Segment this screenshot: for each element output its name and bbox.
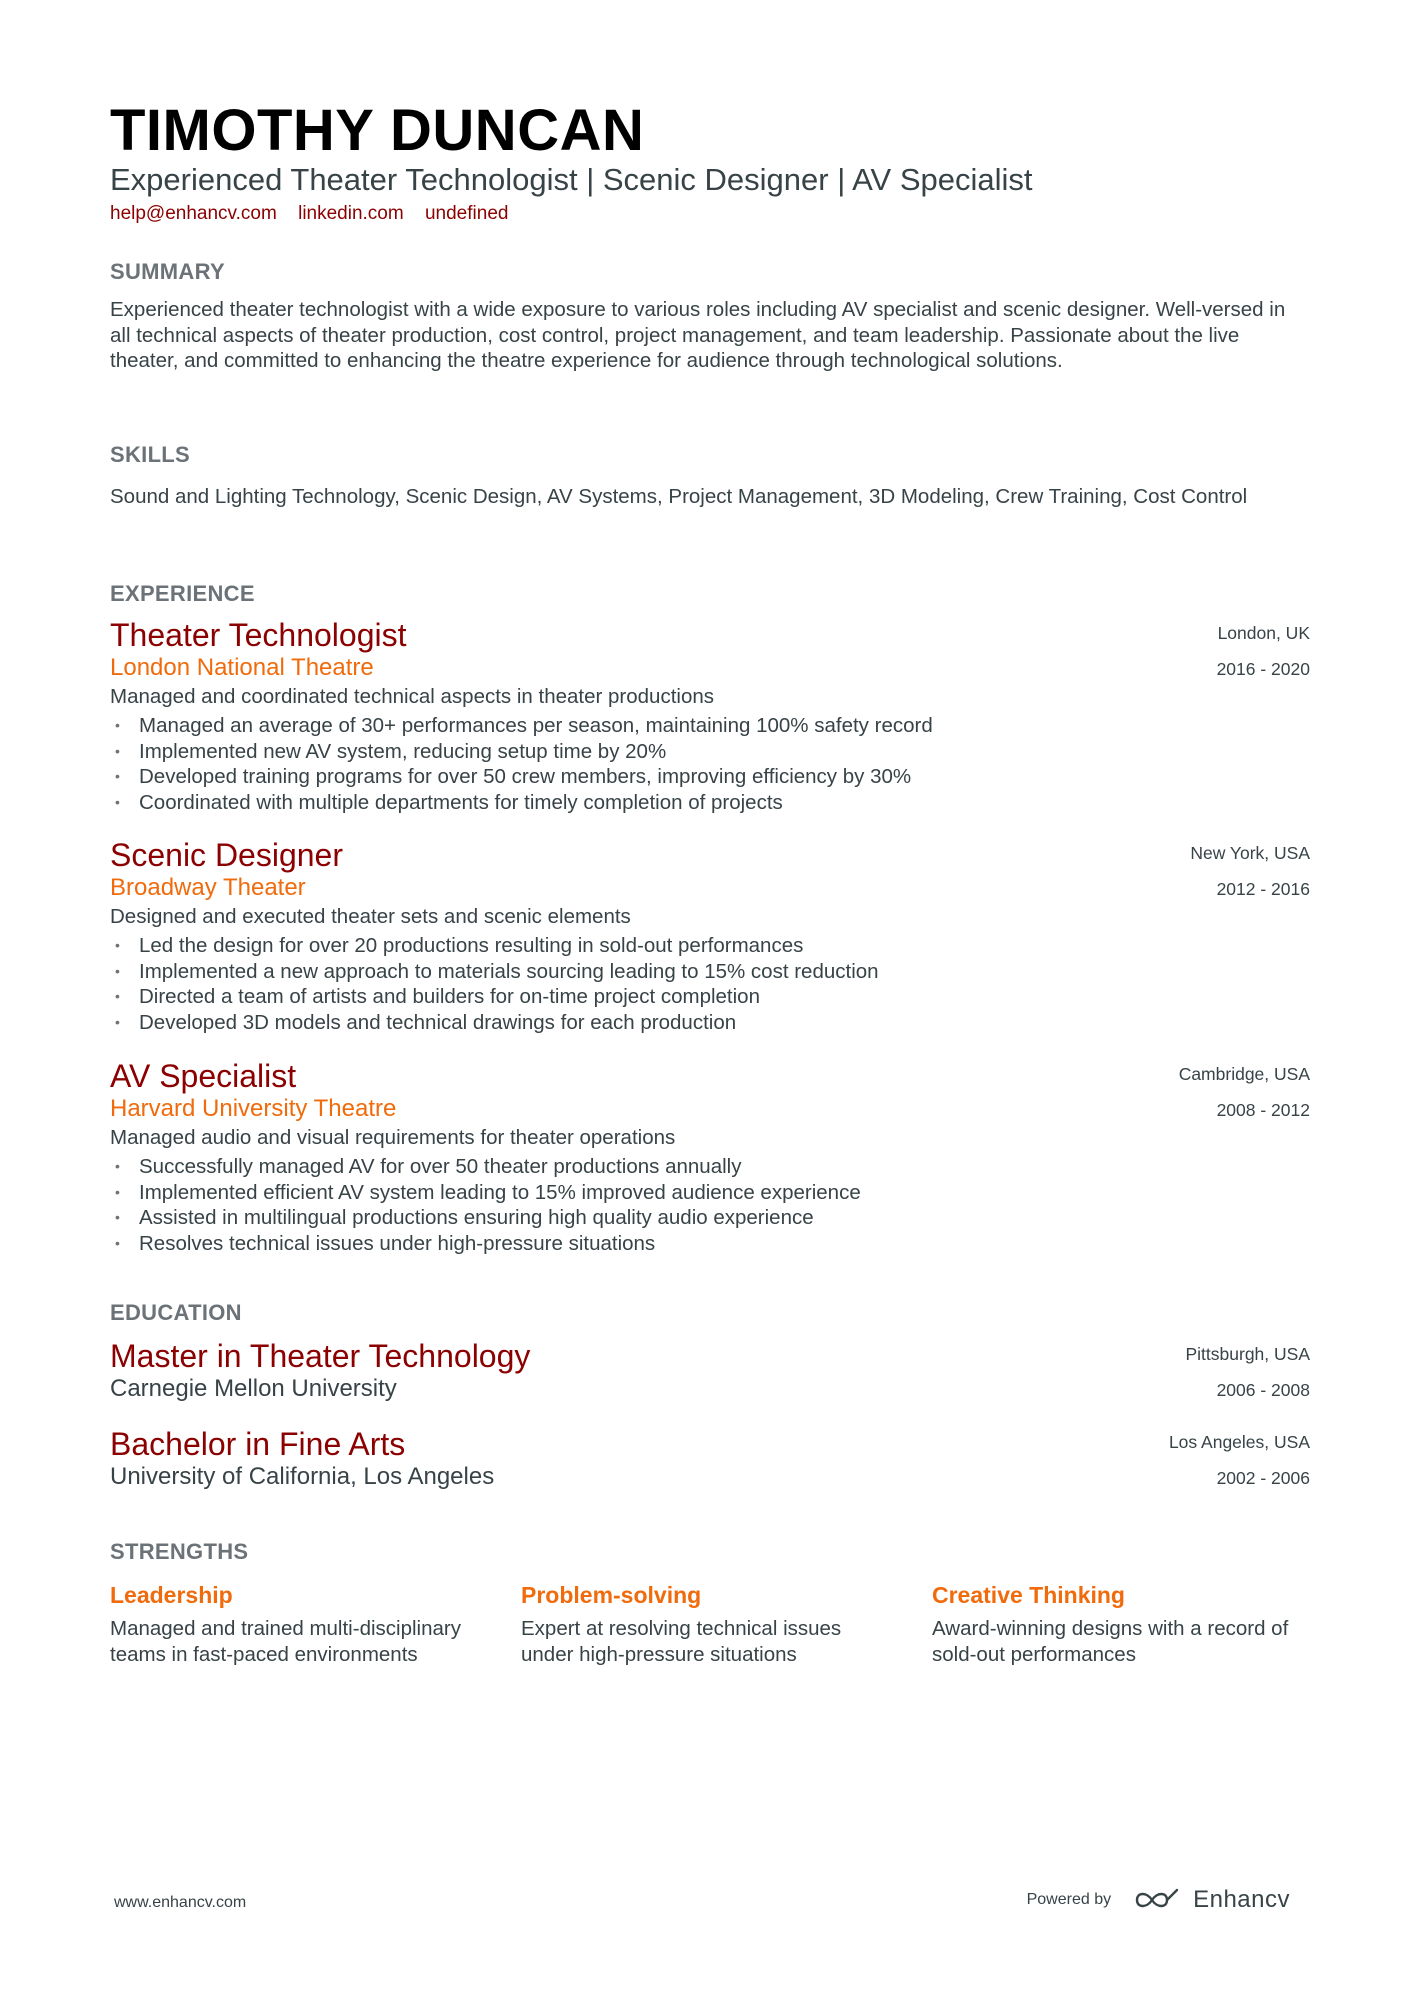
brand-name[interactable]: Enhancv: [1193, 1886, 1290, 1913]
edu-school: University of California, Los Angeles: [110, 1463, 495, 1490]
bullet-icon: •: [115, 793, 120, 810]
headline: Experienced Theater Technologist | Scenic Designer | AV Specialist: [110, 162, 1033, 197]
strength-description: Managed and trained multi-disciplinary teams in fast-paced environments: [110, 1617, 461, 1666]
email-link[interactable]: help@enhancv.com: [110, 203, 277, 224]
role-company: London National Theatre: [110, 654, 374, 681]
bullet-text: Implemented a new approach to materials sourcing leading to 15% cost reduction: [139, 959, 879, 983]
role-bullets: [110, 713, 933, 815]
edu-dates: 2002 - 2006: [1216, 1468, 1310, 1488]
bullet-icon: •: [115, 717, 120, 733]
role-title: AV Specialist: [110, 1058, 297, 1094]
bullet-text: Coordinated with multiple departments for timely completion of projects: [139, 790, 783, 814]
bullet-text: Implemented efficient AV system leading to 15% improved audience experience: [139, 1180, 861, 1204]
role-description: Designed and executed theater sets and scenic elements: [110, 905, 631, 928]
footer-brand: [1027, 1880, 1290, 1920]
strength-item: [932, 1580, 1302, 1667]
role-company: Harvard University Theatre: [110, 1095, 397, 1122]
strength-item: [521, 1580, 891, 1667]
bullet-icon: •: [115, 1013, 120, 1030]
enhancv-logo-icon: [1133, 1886, 1181, 1914]
bullet-icon: •: [115, 1183, 120, 1200]
role-title: Scenic Designer: [110, 837, 343, 873]
bullet-text: Successfully managed AV for over 50 theater productions annually: [139, 1155, 742, 1178]
bullet-item: [110, 764, 933, 790]
bullet-icon: •: [115, 1234, 120, 1251]
strength-description: Expert at resolving technical issues under high-pressure situations: [521, 1617, 842, 1666]
strengths-title: STRENGTHS: [110, 1539, 249, 1564]
powered-by-label: Powered by: [1026, 1891, 1112, 1908]
bullet-icon: •: [115, 768, 120, 784]
edu-dates: 2006 - 2008: [1216, 1380, 1310, 1400]
bullet-item: [110, 713, 933, 739]
bullet-text: Resolves technical issues under high-pressure situations: [139, 1231, 656, 1255]
strength-title: Problem-solving: [521, 1582, 702, 1608]
strength-item: [110, 1580, 480, 1667]
strength-title: Creative Thinking: [932, 1582, 1125, 1608]
bullet-item: [110, 933, 879, 959]
bullet-text: Assisted in multilingual productions ensuring high quality audio experience: [139, 1206, 814, 1229]
education-title: EDUCATION: [110, 1300, 242, 1325]
linkedin-link[interactable]: linkedin.com: [298, 203, 404, 224]
bullet-text: Led the design for over 20 productions resulting in sold-out performances: [139, 934, 804, 957]
skills-title: SKILLS: [110, 442, 191, 467]
bullet-icon: •: [115, 742, 120, 759]
edu-degree: Master in Theater Technology: [110, 1338, 531, 1374]
summary-title: SUMMARY: [110, 259, 225, 284]
role-title: Theater Technologist: [110, 617, 407, 653]
bullet-text: Managed an average of 30+ performances per season, maintaining 100% safety record: [139, 714, 933, 737]
edu-location: Los Angeles, USA: [1168, 1432, 1310, 1452]
bullet-icon: •: [115, 962, 120, 979]
bullet-item: [110, 790, 933, 816]
role-location: London, UK: [1217, 623, 1310, 643]
bullet-icon: •: [115, 937, 120, 953]
bullet-item: [110, 1231, 861, 1257]
edu-school: Carnegie Mellon University: [110, 1375, 397, 1402]
bullet-text: Implemented new AV system, reducing setup time by 20%: [139, 739, 667, 763]
role-description: Managed and coordinated technical aspects in theater productions: [110, 685, 715, 708]
role-dates: 2016 - 2020: [1216, 659, 1310, 679]
edu-location: Pittsburgh, USA: [1185, 1344, 1310, 1364]
extra-contact-link[interactable]: undefined: [424, 203, 509, 224]
bullet-text: Directed a team of artists and builders for on-time project completion: [139, 985, 760, 1008]
edu-degree: Bachelor in Fine Arts: [110, 1426, 406, 1462]
role-description: Managed audio and visual requirements for theater operations: [110, 1126, 676, 1149]
candidate-name: TIMOTHY DUNCAN: [110, 98, 645, 163]
bullet-icon: •: [115, 1209, 120, 1225]
strength-title: Leadership: [110, 1582, 233, 1608]
role-company: Broadway Theater: [110, 874, 306, 901]
bullet-icon: •: [115, 988, 120, 1004]
role-dates: 2008 - 2012: [1216, 1100, 1310, 1120]
skills-text: Sound and Lighting Technology, Scenic Design, AV Systems, Project Management, 3D Modeling, Crew Training, Cost Control: [110, 485, 1248, 508]
role-bullets: [110, 933, 879, 1035]
bullet-item: [110, 1205, 861, 1231]
role-location: Cambridge, USA: [1178, 1064, 1310, 1084]
role-dates: 2012 - 2016: [1216, 879, 1310, 899]
role-bullets: [110, 1154, 861, 1256]
experience-title: EXPERIENCE: [110, 581, 255, 606]
bullet-item: [110, 1154, 861, 1180]
summary-text: Experienced theater technologist with a wide exposure to various roles including AV specialist and scenic designer. Well-versed in all technical aspects of theater production, cost control, project management, and team leadership. Passionate about the live theater, and committed to enhancing the theatre experience for audience through technological solutions.: [110, 298, 1286, 372]
bullet-item: [110, 959, 879, 985]
bullet-item: [110, 984, 879, 1010]
bullet-text: Developed training programs for over 50 crew members, improving efficiency by 30%: [139, 765, 912, 788]
role-location: New York, USA: [1190, 843, 1310, 863]
bullet-text: Developed 3D models and technical drawings for each production: [139, 1010, 737, 1034]
bullet-item: [110, 739, 933, 765]
footer-website-link[interactable]: www.enhancv.com: [114, 1894, 247, 1911]
bullet-item: [110, 1010, 879, 1036]
bullet-item: [110, 1180, 861, 1206]
strength-description: Award-winning designs with a record of sold-out performances: [932, 1617, 1289, 1666]
contact-row: [110, 201, 524, 227]
bullet-icon: •: [115, 1158, 120, 1174]
